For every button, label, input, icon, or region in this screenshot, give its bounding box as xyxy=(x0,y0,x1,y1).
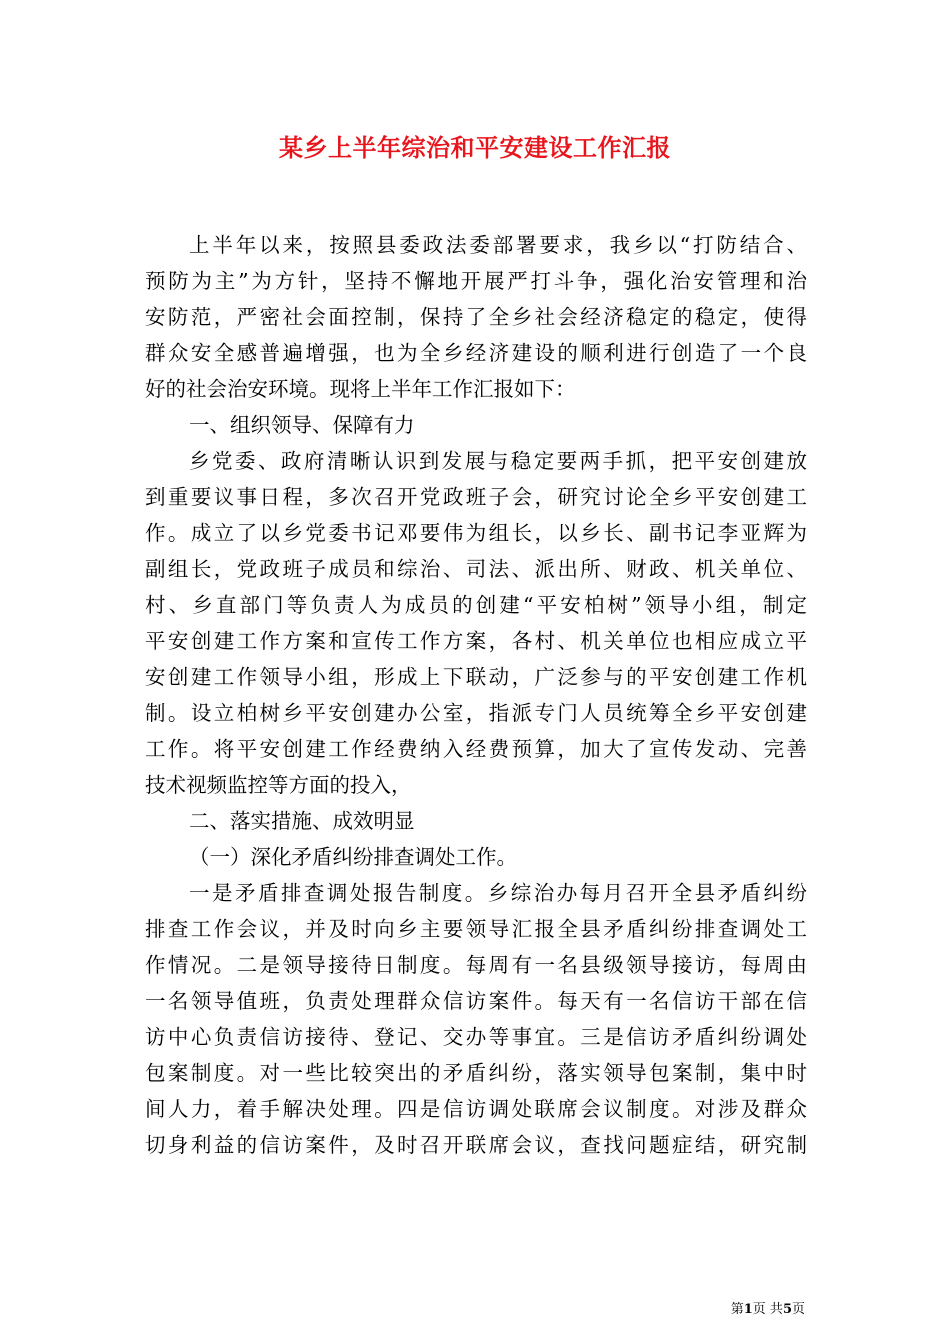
body-line: 间人力，着手解决处理。四是信访调处联席会议制度。对涉及群众 xyxy=(145,1097,807,1121)
body-line: 到重要议事日程，多次召开党政班子会，研究讨论全乡平安创建工 xyxy=(145,485,807,509)
footer-total-pages: 5 xyxy=(782,1302,792,1317)
footer-middle: 页 共 xyxy=(752,1302,783,1317)
footer-prefix: 第 xyxy=(730,1302,744,1317)
body-line: 一是矛盾排查调处报告制度。乡综治办每月召开全县矛盾纠纷 xyxy=(189,881,807,905)
body-line: 排查工作会议，并及时向乡主要领导汇报全县矛盾纠纷排查调处工 xyxy=(145,917,807,941)
body-line: 平安创建工作方案和宣传工作方案，各村、机关单位也相应成立平 xyxy=(145,629,807,653)
body-line: 制。设立柏树乡平安创建办公室，指派专门人员统筹全乡平安创建 xyxy=(145,701,807,725)
footer-current-page: 1 xyxy=(743,1302,753,1317)
body-line: （一）深化矛盾纠纷排查调处工作。 xyxy=(189,845,517,869)
body-line: 二、落实措施、成效明显 xyxy=(189,809,415,833)
body-line: 技术视频监控等方面的投入， xyxy=(145,773,412,797)
body-line: 好的社会治安环境。现将上半年工作汇报如下： xyxy=(145,377,576,401)
body-line: 作。成立了以乡党委书记邓要伟为组长，以乡长、副书记李亚辉为 xyxy=(145,521,807,545)
body-line: 村、乡直部门等负责人为成员的创建“平安柏树”领导小组，制定 xyxy=(145,593,807,617)
body-line: 一名领导值班，负责处理群众信访案件。每天有一名信访干部在信 xyxy=(145,989,807,1013)
body-line: 包案制度。对一些比较突出的矛盾纠纷，落实领导包案制，集中时 xyxy=(145,1061,807,1085)
body-line: 工作。将平安创建工作经费纳入经费预算，加大了宣传发动、完善 xyxy=(145,737,807,761)
body-line: 切身利益的信访案件，及时召开联席会议，查找问题症结，研究制 xyxy=(145,1133,807,1157)
body-line: 副组长，党政班子成员和综治、司法、派出所、财政、机关单位、 xyxy=(145,557,807,581)
body-line: 访中心负责信访接待、登记、交办等事宜。三是信访矛盾纠纷调处 xyxy=(145,1025,807,1049)
body-line: 作情况。二是领导接待日制度。每周有一名县级领导接访，每周由 xyxy=(145,953,807,977)
body-line: 预防为主”为方针，坚持不懈地开展严打斗争，强化治安管理和治 xyxy=(145,269,807,293)
body-line: 上半年以来，按照县委政法委部署要求，我乡以“打防结合、 xyxy=(189,233,807,257)
body-line: 一、组织领导、保障有力 xyxy=(189,413,415,437)
body-line: 群众安全感普遍增强，也为全乡经济建设的顺利进行创造了一个良 xyxy=(145,341,807,365)
body-line: 安创建工作领导小组，形成上下联动，广泛参与的平安创建工作机 xyxy=(145,665,807,689)
document-title: 某乡上半年综治和平安建设工作汇报 xyxy=(279,133,671,162)
footer-suffix: 页 xyxy=(791,1302,805,1317)
body-line: 乡党委、政府清晰认识到发展与稳定要两手抓，把平安创建放 xyxy=(189,449,807,473)
document-body xyxy=(145,227,807,1163)
body-line: 安防范，严密社会面控制，保持了全乡社会经济稳定的稳定，使得 xyxy=(145,305,807,329)
page-footer xyxy=(731,1301,805,1319)
